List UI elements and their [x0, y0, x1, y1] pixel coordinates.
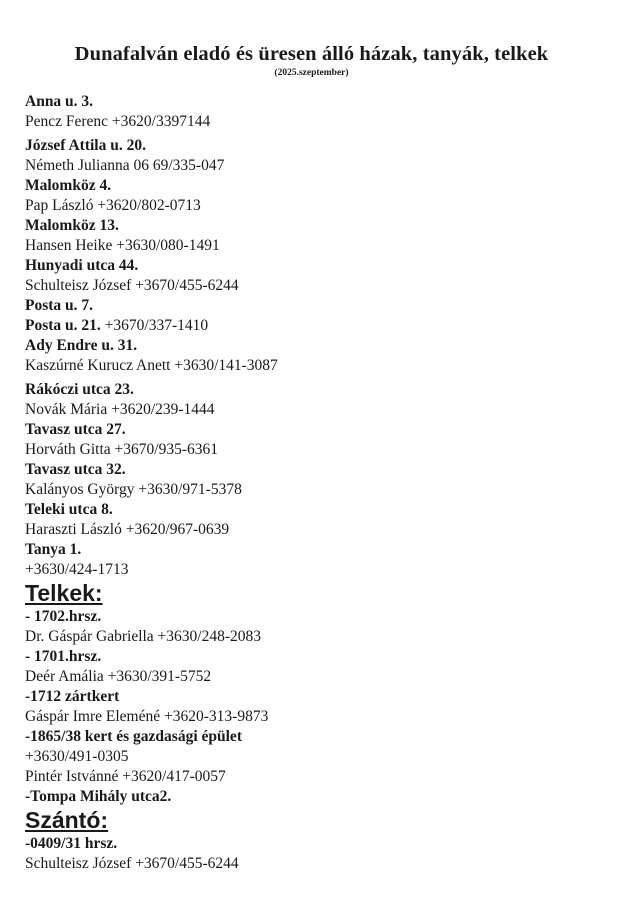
plot-contact: Dr. Gáspár Gabriella +3630/248-2083 — [25, 628, 262, 645]
house-address: Tavasz utca 27. — [25, 421, 126, 438]
house-contact: Novák Mária +3620/239-1444 — [25, 401, 215, 418]
section-heading-plots: Telkek: — [25, 580, 103, 606]
house-contact: Hansen Heike +3630/080-1491 — [25, 237, 220, 254]
house-address: Rákóczi utca 23. — [25, 381, 134, 398]
house-contact: +3670/337-1410 — [100, 317, 209, 334]
house-address: József Attila u. 20. — [25, 137, 146, 154]
house-contact: Kaszúrné Kurucz Anett +3630/141-3087 — [25, 357, 278, 374]
house-address: Hunyadi utca 44. — [25, 257, 139, 274]
plot-lot: -Tompa Mihály utca2. — [25, 788, 172, 805]
page-title: Dunafalván eladó és üresen álló házak, tanyák, telkek — [74, 43, 549, 65]
arable-contact: Schulteisz József +3670/455-6244 — [25, 855, 239, 872]
house-address: Ady Endre u. 31. — [25, 337, 138, 354]
house-address: Malomköz 13. — [25, 217, 119, 234]
plot-lot: - 1701.hrsz. — [25, 648, 102, 665]
plot-contact: Pintér Istvánné +3620/417-0057 — [25, 768, 226, 785]
house-contact: +3630/424-1713 — [25, 561, 129, 578]
plot-contact: +3630/491-0305 — [25, 748, 129, 765]
plot-lot: -1712 zártkert — [25, 688, 120, 705]
house-address: Malomköz 4. — [25, 177, 112, 194]
house-contact: Schulteisz József +3670/455-6244 — [25, 277, 239, 294]
plot-contact: Gáspár Imre Eleméné +3620-313-9873 — [25, 708, 269, 725]
plot-contact: Deér Amália +3630/391-5752 — [25, 668, 212, 685]
house-address: Teleki utca 8. — [25, 501, 113, 518]
house-address: Posta u. 7. — [25, 297, 94, 314]
house-contact: Pap László +3620/802-0713 — [25, 197, 201, 214]
house-address: Anna u. 3. — [25, 93, 94, 110]
page-date: (2025.szeptember) — [274, 68, 349, 78]
house-address: Tanya 1. — [25, 541, 82, 558]
arable-lot: -0409/31 hrsz. — [25, 835, 118, 852]
house-address: Posta u. 21. — [25, 317, 101, 334]
house-contact: Németh Julianna 06 69/335-047 — [25, 157, 225, 174]
house-contact: Horváth Gitta +3670/935-6361 — [25, 441, 218, 458]
listing-content — [25, 92, 605, 874]
house-entry-inline — [25, 316, 605, 336]
section-heading-arable: Szántó: — [25, 807, 109, 833]
house-contact: Pencz Ferenc +3620/3397144 — [25, 113, 211, 130]
plot-lot: - 1702.hrsz. — [25, 608, 102, 625]
house-address: Tavasz utca 32. — [25, 461, 126, 478]
plot-lot: -1865/38 kert és gazdasági épület — [25, 728, 242, 745]
house-contact: Haraszti László +3620/967-0639 — [25, 521, 230, 538]
house-contact: Kalányos György +3630/971-5378 — [25, 481, 242, 498]
